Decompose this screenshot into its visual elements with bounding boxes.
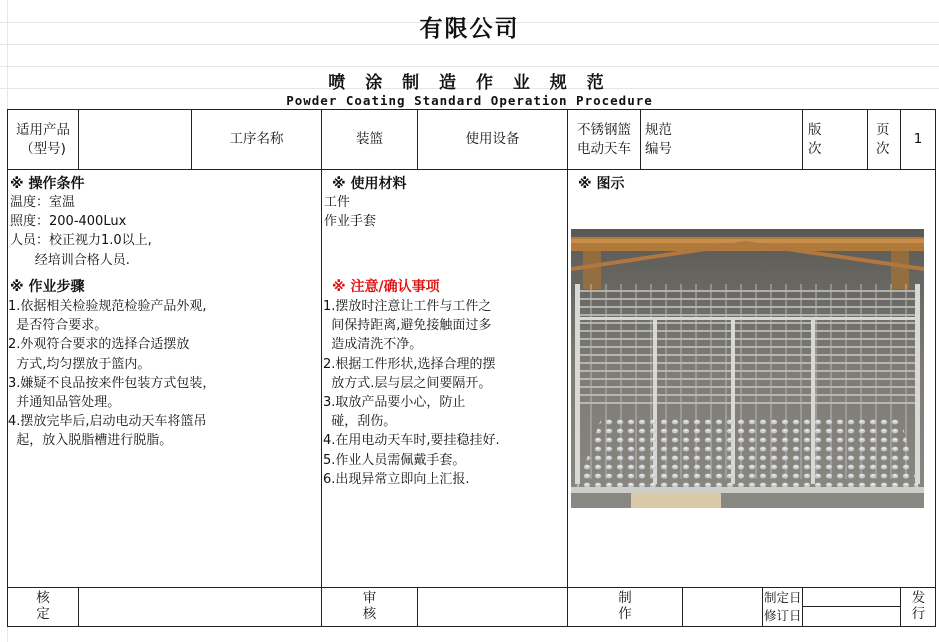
notes-heading: ※ 注意/确认事项	[332, 279, 440, 295]
document-title-cn: 喷 涂 制 造 作 业 规 范	[328, 73, 611, 93]
list-item: 4.摆放完毕后,启动电动天车将篮吊	[8, 414, 207, 430]
conditions-heading: ※ 操作条件	[10, 176, 85, 192]
list-item: 方式,均匀摆放于篮内。	[8, 356, 151, 372]
list-item: 3.取放产品要小心，防止	[323, 395, 466, 411]
list-item: 3.嫌疑不良品按来件包装方式包装，	[8, 375, 216, 391]
list-item: 4.在用电动天车时,要挂稳挂好.	[323, 433, 500, 449]
equipment-value: 不锈钢篮 电动天车	[577, 122, 631, 157]
product-model-label: 适用产品 （型号)	[16, 122, 70, 157]
steps-heading: ※ 作业步骤	[10, 279, 85, 295]
list-item: 间保持距离,避免接触面过多	[323, 318, 492, 334]
revise-date-label: 修订日	[764, 608, 802, 623]
illustration-heading: ※ 图示	[578, 176, 625, 192]
list-item: 2.根据工件形状,选择合理的摆	[323, 356, 496, 372]
list-item: 1.依据相关检验规范检验产品外观,	[8, 299, 207, 314]
list-item: 工件	[324, 195, 351, 210]
check-label: 核 定	[36, 590, 50, 622]
list-item: 是否符合要求。	[8, 318, 108, 334]
version-label: 版 次	[808, 122, 822, 157]
list-item: 6.出现异常立即向上汇报.	[323, 471, 470, 487]
materials-heading: ※ 使用材料	[332, 176, 407, 192]
notes-list	[323, 297, 500, 489]
spec-number-label: 规范 编号	[645, 122, 672, 157]
list-item: 人员：校正视力1.0以上,	[10, 233, 152, 249]
equipment-label: 使用设备	[465, 131, 520, 147]
list-item: 5.作业人员需佩戴手套。	[323, 452, 466, 468]
review-label: 审 核	[362, 590, 377, 622]
list-item: 照度：200-400Lux	[10, 214, 127, 230]
list-item: 放方式.层与层之间要隔开。	[323, 375, 492, 391]
process-name-value: 装篮	[356, 131, 383, 147]
list-item: 作业手套	[324, 214, 377, 230]
list-item: 并通知品管处理。	[8, 395, 121, 411]
document-title-en: Powder Coating Standard Operation Procedure	[286, 93, 653, 108]
steps-list	[8, 297, 215, 451]
conditions-list	[10, 193, 152, 270]
basket-photo	[571, 229, 924, 508]
set-date-label: 制定日	[764, 590, 802, 605]
list-item: 经培训合格人员.	[10, 252, 130, 268]
process-name-label: 工序名称	[229, 131, 284, 147]
page-label: 页 次	[876, 122, 890, 157]
list-item: 2.外观符合要求的选择合适摆放	[8, 337, 190, 353]
list-item: 1.摆放时注意让工件与工件之	[323, 299, 492, 314]
maker-label: 制 作	[618, 590, 632, 622]
list-item: 起，放入脱脂槽进行脱脂。	[8, 433, 173, 449]
list-item: 温度：室温	[10, 195, 76, 210]
issue-label: 发 行	[911, 590, 926, 622]
list-item: 造成清洗不净。	[323, 337, 423, 353]
company-name: 有限公司	[419, 16, 520, 42]
materials-list	[324, 193, 376, 231]
list-item: 碰，刮伤。	[323, 414, 397, 430]
page-number: 1	[913, 131, 923, 147]
